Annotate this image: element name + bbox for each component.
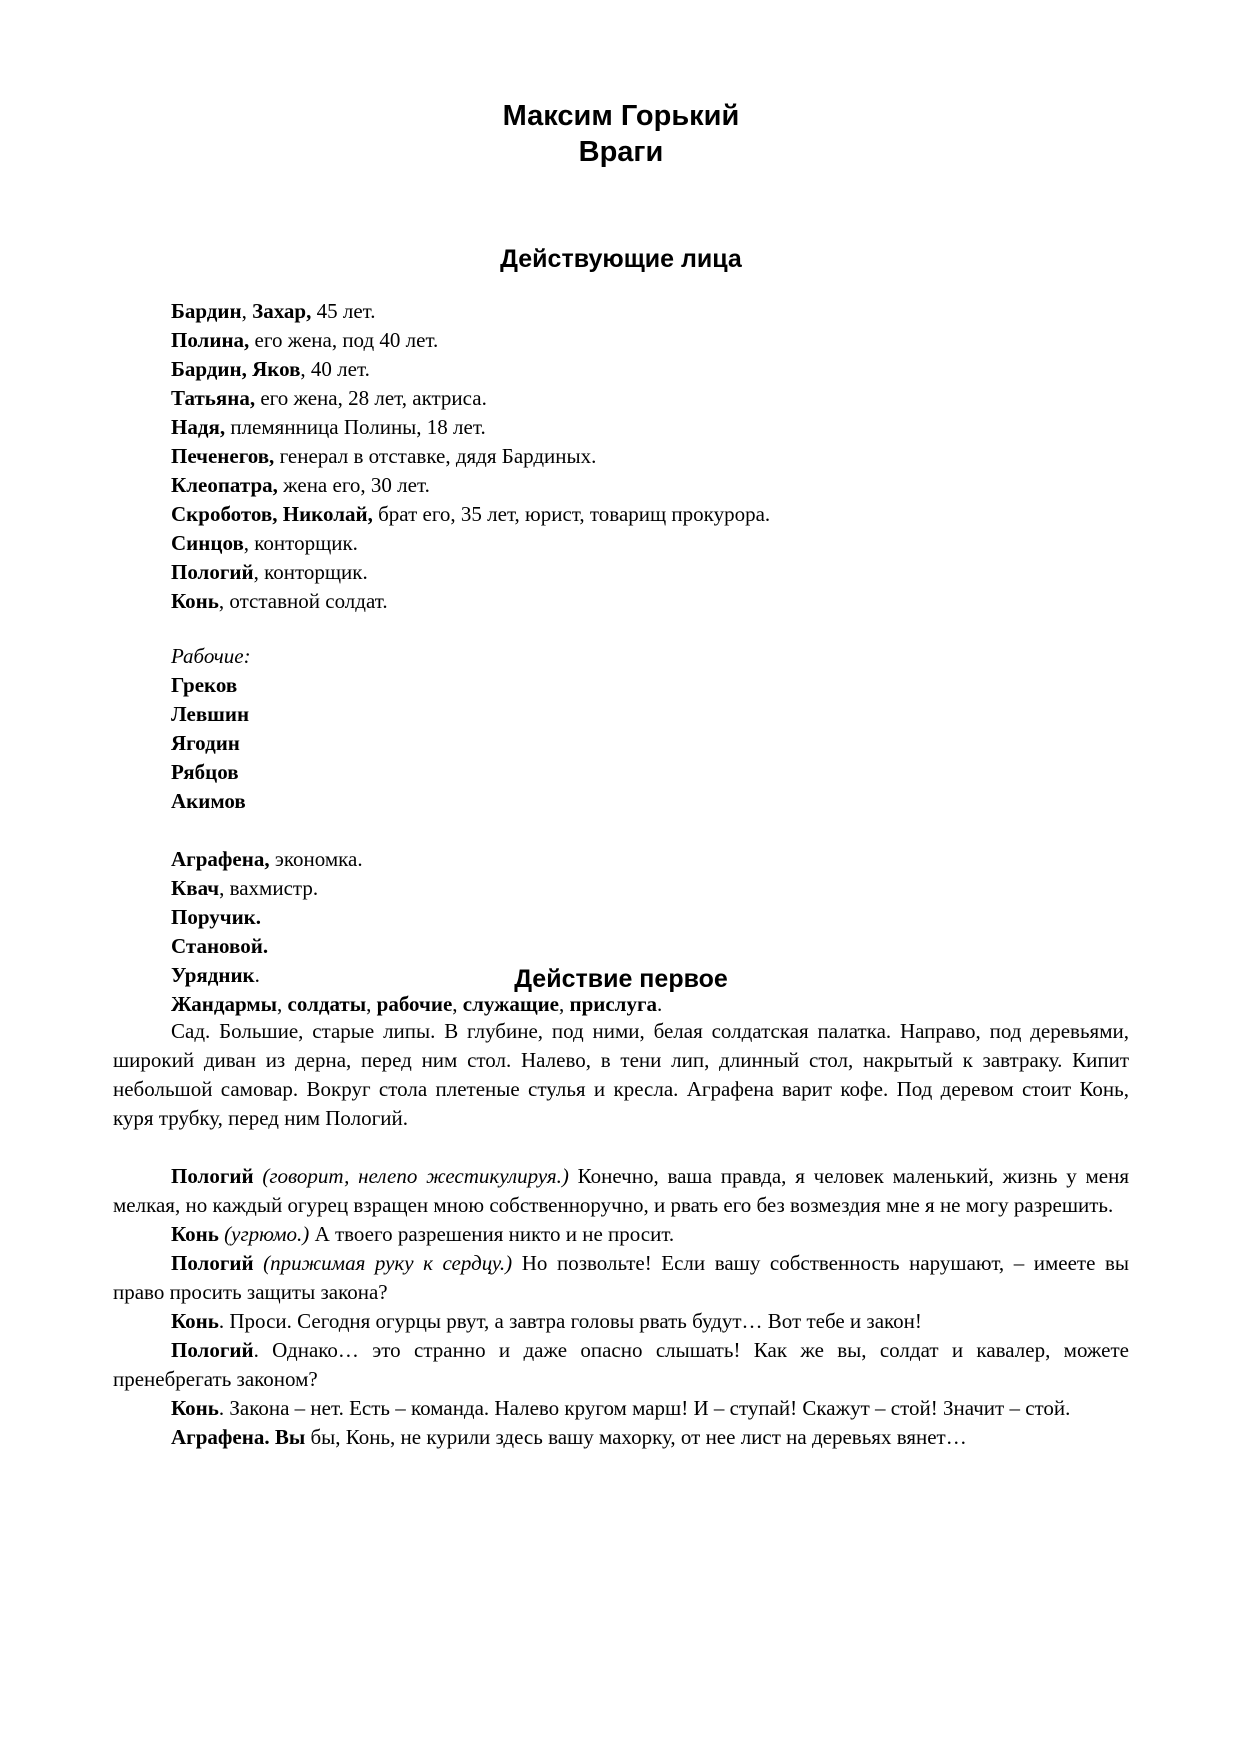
text-run: , [366,992,377,1016]
text-run: , конторщик. [243,531,358,555]
text-run: , вахмистр. [219,876,319,900]
speaker-name: Становой. [171,934,269,958]
speaker-name: Квач [171,876,220,900]
text-run: Конечно, ваша правда, я человек маленький, жизнь у меня мелкая, но каждый огурец взращен мною собственноручно, и рвать его без возмездия мне я не могу разрешить. [113,1164,1129,1217]
act-heading: Действие первое [514,965,728,993]
worker-name: Греков [171,673,238,697]
dialogue-line [113,1307,1129,1336]
workers-list [171,671,1171,816]
worker-name: Ягодин [171,731,240,755]
cast-entry [171,587,1171,616]
speaker-name: прислуга [569,992,658,1016]
text-run: жена его, 30 лет. [277,473,430,497]
speaker-name: Печенегов, [171,444,275,468]
speaker-name: Пологий [171,1164,254,1188]
text-run: . [254,963,260,987]
speaker-name: Конь [171,589,219,613]
speaker-name: Конь [171,1222,219,1246]
stage-remark: (угрюмо.) [224,1222,310,1246]
stage-direction: Сад. Большие, старые липы. В глубине, под ними, белая солдатская палатка. Направо, под деревьями, широкий диван из дерна, перед ним стол. Налево, в тени лип, длинный стол, накрытый к завтраку. Кипит небольшой самовар. Вокруг стола плетеные стулья и кресла. Аграфена варит кофе. Под деревом стоит Конь, куря трубку, перед ним Пологий. [113,1019,1129,1130]
speaker-name: Бардин, Яков [171,357,301,381]
speaker-name: Аграфена, [171,847,270,871]
speaker-name: Пологий [171,1338,254,1362]
cast-entry [171,845,1171,874]
worker-entry [171,700,1171,729]
dialogue-line [113,1220,1129,1249]
text-run: , [452,992,463,1016]
speaker-name: Бардин [171,299,242,323]
play-text [113,1017,1129,1452]
speaker-name: Конь [171,1309,219,1333]
dialogue-line [113,1423,1129,1452]
worker-entry [171,787,1171,816]
text-run: его жена, 28 лет, актриса. [255,386,487,410]
speaker-name: солдаты [287,992,367,1016]
text-run: , отставной солдат. [218,589,388,613]
cast-main-list [171,297,1171,616]
cast-entry [171,529,1171,558]
cast-entry [171,874,1171,903]
dialogue-line [113,1394,1129,1423]
text-run: 45 лет. [311,299,376,323]
text-run: . Проси. Сегодня огурцы рвут, а завтра головы рвать будут… Вот тебе и закон! [218,1309,922,1333]
worker-name: Левшин [171,702,250,726]
text-run: , 40 лет. [300,357,370,381]
text-run [254,1251,264,1275]
text-run: , конторщик. [253,560,368,584]
worker-entry [171,671,1171,700]
speaker-name: служащие [462,992,559,1016]
text-run: , [277,992,288,1016]
workers-label: Рабочие: [171,644,251,668]
author-name: Максим Горький [502,100,740,132]
text-run: , [241,299,253,323]
cast-entry [171,297,1171,326]
speaker-name: Надя, [171,415,226,439]
dialogue-line [113,1249,1129,1307]
cast-heading: Действующие лица [500,245,742,273]
text-run: его жена, под 40 лет. [249,328,439,352]
text-run: генерал в отставке, дядя Бардиных. [274,444,597,468]
stage-remark: (говорит, нелепо жестикулируя.) [262,1164,569,1188]
speaker-name: Клеопатра, [171,473,278,497]
dialogue [113,1162,1129,1452]
speaker-name: Татьяна, [171,386,256,410]
cast-entry [171,442,1171,471]
cast-entry [171,355,1171,384]
text-run: Но позвольте! Если вашу собственность нарушают, – имеете вы право просить защиты закона? [113,1251,1130,1304]
cast-entry [171,384,1171,413]
speaker-name: рабочие [376,992,453,1016]
text-run: . [657,992,663,1016]
worker-entry [171,729,1171,758]
dialogue-line [113,1336,1129,1394]
speaker-name: Скроботов, Николай, [171,502,373,526]
cast-entry [171,932,1171,961]
cast-list [171,297,1171,1019]
cast-entry [171,500,1171,529]
text-run: . Закона – нет. Есть – команда. Налево кругом марш! И – ступай! Скажут – стой! Значит – стой. [218,1396,1071,1420]
speaker-name: Урядник [171,963,255,987]
cast-entry [171,471,1171,500]
cast-entry [171,413,1171,442]
text-run: брат его, 35 лет, юрист, товарищ прокурора. [372,502,771,526]
worker-name: Рябцов [171,760,239,784]
play-title: Враги [578,136,664,168]
worker-entry [171,758,1171,787]
stage-remark: (прижимая руку к сердцу.) [263,1251,513,1275]
worker-name: Акимов [171,789,246,813]
text-run: , [558,992,570,1016]
speaker-name: Жандармы [171,992,278,1016]
speaker-name: Конь [171,1396,219,1420]
speaker-name: Пологий [171,560,254,584]
text-run: А твоего разрешения никто и не просит. [309,1222,675,1246]
speaker-name: Полина, [171,328,250,352]
text-run: племянница Полины, 18 лет. [225,415,486,439]
cast-entry [171,326,1171,355]
speaker-name: Пологий [171,1251,254,1275]
speaker-name: Поручик. [171,905,262,929]
speaker-name: Захар, [252,299,312,323]
cast-entry [171,558,1171,587]
dialogue-line [113,1162,1129,1220]
text-run: бы, Конь, не курили здесь вашу махорку, от нее лист на деревьях вянет… [305,1425,967,1449]
speaker-name: Синцов [171,531,244,555]
text-run: экономка. [269,847,363,871]
text-run: . Однако… это странно и даже опасно слышать! Как же вы, солдат и кавалер, можете пренебрегать законом? [113,1338,1129,1391]
cast-entry [171,903,1171,932]
speaker-name: Аграфена. Вы [171,1425,306,1449]
